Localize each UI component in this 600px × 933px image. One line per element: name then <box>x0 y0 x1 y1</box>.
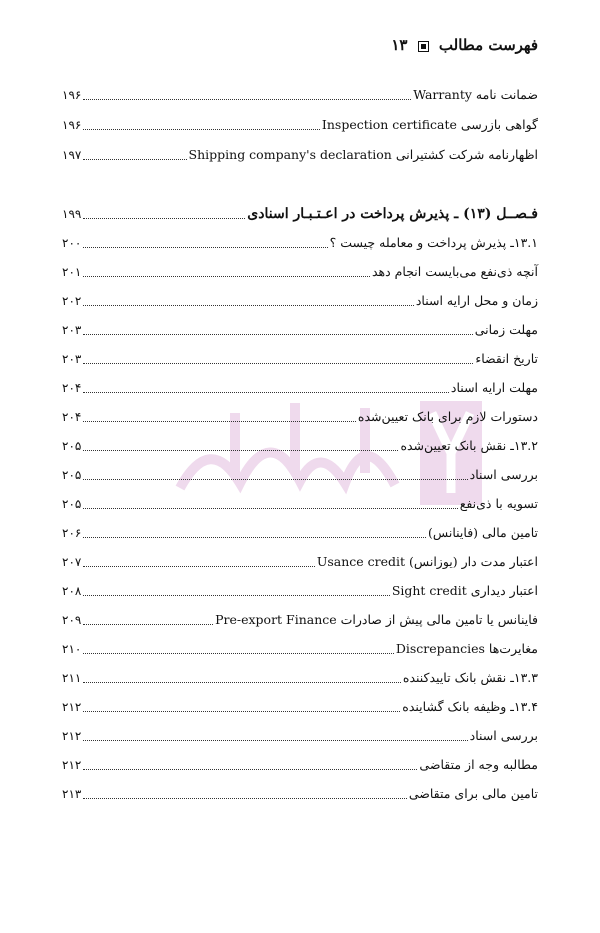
toc-entry-page: ۱۹۶ <box>62 118 82 132</box>
toc-entry[interactable] <box>62 435 538 457</box>
toc-entry[interactable] <box>62 522 538 544</box>
toc-entry-page: ۲۰۱ <box>62 265 82 279</box>
toc-entry[interactable] <box>62 114 538 136</box>
toc-entry[interactable] <box>62 319 538 341</box>
toc-entry-title: تسویه با ذی‌نفع <box>459 496 538 511</box>
toc-entry[interactable] <box>62 232 538 254</box>
toc-entry-page: ۲۱۲ <box>62 729 82 743</box>
toc-entry-page: ۲۰۷ <box>62 555 82 569</box>
toc-entry[interactable] <box>62 84 538 106</box>
toc-entry-title: مهلت زمانی <box>474 322 538 337</box>
toc-entry-title: بررسی اسناد <box>469 728 538 743</box>
dot-leader <box>83 740 467 741</box>
dot-leader <box>83 508 457 509</box>
toc-entry[interactable] <box>62 609 538 631</box>
toc-entry-title: ۱۳.۱ـ پذیرش پرداخت و معامله چیست ؟ <box>329 235 538 250</box>
toc-entry-title: گواهی بازرسی Inspection certificate <box>321 117 538 132</box>
toc-entry[interactable] <box>62 783 538 805</box>
toc-entry-page: ۲۱۰ <box>62 642 82 656</box>
toc-entry-title: دستورات لازم برای بانک تعیین‌شده <box>357 409 538 424</box>
toc-entry-title: تاریخ انقضاء <box>475 351 538 366</box>
dot-leader <box>83 653 393 654</box>
dot-leader <box>83 711 400 712</box>
toc-entry-title: ۱۳.۴ـ وظیفه بانک گشاینده <box>402 699 538 714</box>
dot-leader <box>83 537 426 538</box>
dot-leader <box>83 218 245 219</box>
dot-leader <box>83 682 401 683</box>
toc-entry-title: مهلت ارایه اسناد <box>450 380 538 395</box>
toc-entry[interactable] <box>62 725 538 747</box>
toc-entry-page: ۲۰۰ <box>62 236 82 250</box>
header-page-number: ۱۳ <box>391 36 408 54</box>
toc-entry-page: ۲۰۳ <box>62 352 82 366</box>
toc-entry-title: ضمانت نامه Warranty <box>413 87 538 102</box>
toc-entry-page: ۲۰۵ <box>62 497 82 511</box>
dot-leader <box>83 99 411 100</box>
toc-entry-title: تامین مالی (فاینانس) <box>428 525 538 540</box>
dot-leader <box>83 276 370 277</box>
toc-entry-page: ۲۰۴ <box>62 410 82 424</box>
toc-entry-page: ۲۱۱ <box>62 671 82 685</box>
toc-entry-page: ۱۹۹ <box>62 207 82 221</box>
toc-entry-page: ۲۰۳ <box>62 323 82 337</box>
toc-entry[interactable] <box>62 464 538 486</box>
toc-entry-page: ۲۰۹ <box>62 613 82 627</box>
toc-entry-page: ۲۰۴ <box>62 381 82 395</box>
toc-entry-page: ۲۰۶ <box>62 526 82 540</box>
dot-leader <box>83 247 327 248</box>
toc-entry-title: اعتبار مدت دار (یوزانس) Usance credit <box>316 554 538 569</box>
toc-entry-page: ۲۰۲ <box>62 294 82 308</box>
dot-leader <box>83 566 314 567</box>
toc-entry-title: مغایرت‌ها Discrepancies <box>395 641 538 656</box>
toc-entry[interactable] <box>62 493 538 515</box>
dot-leader <box>83 392 449 393</box>
toc-entry-title: اعتبار دیداری Sight credit <box>391 583 538 598</box>
toc-entry[interactable] <box>62 144 538 166</box>
toc-entry-title: آنچه ذی‌نفع می‌بایست انجام دهد <box>371 264 538 279</box>
toc-entry-page: ۱۹۶ <box>62 88 82 102</box>
dot-leader <box>83 159 186 160</box>
toc-entry-title: مطالبه وجه از متقاضی <box>419 757 538 772</box>
toc-entry-title: فاینانس یا تامین مالی پیش از صادرات Pre-export Finance <box>215 612 538 627</box>
toc-entry[interactable] <box>62 580 538 602</box>
toc-entry-title: تامین مالی برای متقاضی <box>408 786 538 801</box>
dot-leader <box>83 624 213 625</box>
toc-entry-title: بررسی اسناد <box>469 467 538 482</box>
toc-entry[interactable] <box>62 696 538 718</box>
toc-entry-page: ۲۱۲ <box>62 758 82 772</box>
toc-entry[interactable] <box>62 638 538 660</box>
toc-chapter-entry[interactable] <box>62 203 538 225</box>
dot-leader <box>83 305 414 306</box>
toc-entry[interactable] <box>62 406 538 428</box>
toc-entry[interactable] <box>62 261 538 283</box>
dot-leader <box>83 450 398 451</box>
toc-chapter-title: فـصــل (۱۳) ـ پذیرش پرداخت در اعـتـبـار اسنادی <box>247 206 538 222</box>
toc-entry-title: ۱۳.۲ـ نقش بانک تعیین‌شده <box>400 438 538 453</box>
dot-leader <box>83 769 417 770</box>
toc-entry-title: ۱۳.۳ـ نقش بانک تاییدکننده <box>402 670 538 685</box>
toc-entry-page: ۲۰۵ <box>62 439 82 453</box>
toc-entry-page: ۲۱۳ <box>62 787 82 801</box>
dot-leader <box>83 798 406 799</box>
running-header <box>391 36 538 54</box>
toc-entry-page: ۲۰۵ <box>62 468 82 482</box>
dot-leader <box>83 595 389 596</box>
toc-entry[interactable] <box>62 290 538 312</box>
toc-entry[interactable] <box>62 551 538 573</box>
toc-entry-title: زمان و محل ارایه اسناد <box>415 293 538 308</box>
square-bullet-icon <box>418 41 429 52</box>
toc-entry[interactable] <box>62 348 538 370</box>
toc-entry-page: ۲۱۲ <box>62 700 82 714</box>
dot-leader <box>83 421 356 422</box>
dot-leader <box>83 334 472 335</box>
toc-entry[interactable] <box>62 754 538 776</box>
toc-entry-title: اظهارنامه شرکت کشتیرانی Shipping company's declaration <box>188 147 538 162</box>
toc-entry-page: ۱۹۷ <box>62 148 82 162</box>
toc-entry[interactable] <box>62 377 538 399</box>
toc-entry[interactable] <box>62 667 538 689</box>
dot-leader <box>83 129 320 130</box>
toc-entry-page: ۲۰۸ <box>62 584 82 598</box>
dot-leader <box>83 363 473 364</box>
header-title: فهرست مطالب <box>438 36 538 54</box>
dot-leader <box>83 479 467 480</box>
